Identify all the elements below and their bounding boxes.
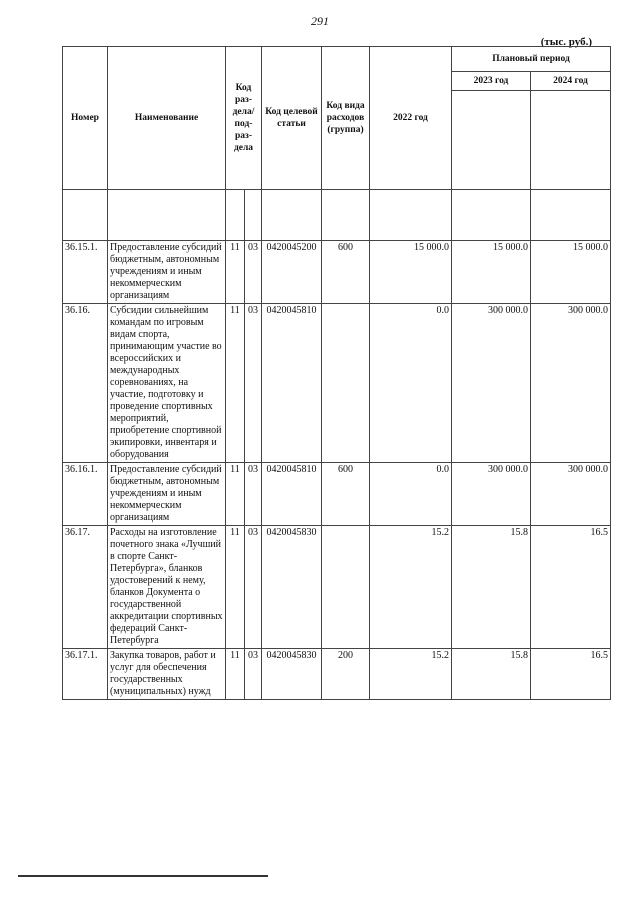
- row-razdel: 11: [226, 463, 245, 526]
- row-2023: 15.8: [452, 526, 531, 649]
- row-podrazdel: 03: [245, 241, 262, 304]
- row-expense-type: [322, 526, 370, 649]
- row-2024: 15 000.0: [531, 241, 611, 304]
- header-planned-period: Плановый период: [452, 47, 611, 72]
- row-2024: 16.5: [531, 649, 611, 700]
- row-2022: 15.2: [370, 526, 452, 649]
- row-podrazdel: 03: [245, 304, 262, 463]
- units-label: (тыс. руб.): [540, 36, 592, 48]
- header-row: [63, 47, 611, 72]
- row-name: Предоставление субсидий бюджетным, автономным учреждениям и иным некоммерческим организациям: [108, 241, 226, 304]
- row-expense-type: 600: [322, 463, 370, 526]
- row-razdel: 11: [226, 304, 245, 463]
- header-2023-spacer: [452, 91, 531, 190]
- header-section: Код раз-дела/ под-раз-дела: [226, 47, 262, 190]
- row-razdel: 11: [226, 241, 245, 304]
- table-row: [63, 241, 611, 304]
- row-expense-type: [322, 304, 370, 463]
- row-2023: 15 000.0: [452, 241, 531, 304]
- row-target: 0420045830: [262, 649, 322, 700]
- row-expense-type: 600: [322, 241, 370, 304]
- row-target: 0420045810: [262, 304, 322, 463]
- row-2022: 15.2: [370, 649, 452, 700]
- header-2024: 2024 год: [531, 72, 611, 91]
- row-number: 36.16.1.: [63, 463, 108, 526]
- row-2024: 16.5: [531, 526, 611, 649]
- row-expense-type: 200: [322, 649, 370, 700]
- footer-divider: [18, 875, 268, 877]
- row-2024: 300 000.0: [531, 304, 611, 463]
- row-number: 36.17.1.: [63, 649, 108, 700]
- row-2023: 15.8: [452, 649, 531, 700]
- table-row: [63, 649, 611, 700]
- row-2023: 300 000.0: [452, 304, 531, 463]
- table-row: [63, 463, 611, 526]
- table-row: [63, 304, 611, 463]
- row-podrazdel: 03: [245, 526, 262, 649]
- header-2024-spacer: [531, 91, 611, 190]
- row-podrazdel: 03: [245, 463, 262, 526]
- row-target: 0420045810: [262, 463, 322, 526]
- row-name: Предоставление субсидий бюджетным, автономным учреждениям и иным некоммерческим организациям: [108, 463, 226, 526]
- row-name: Закупка товаров, работ и услуг для обеспечения государственных (муниципальных) нужд: [108, 649, 226, 700]
- row-2022: 0.0: [370, 304, 452, 463]
- row-number: 36.15.1.: [63, 241, 108, 304]
- header-target: Код целевой статьи: [262, 47, 322, 190]
- row-2022: 15 000.0: [370, 241, 452, 304]
- row-number: 36.17.: [63, 526, 108, 649]
- header-expense-type: Код вида расходов (группа): [322, 47, 370, 190]
- table-row: [63, 526, 611, 649]
- row-2024: 300 000.0: [531, 463, 611, 526]
- header-2022: 2022 год: [370, 47, 452, 190]
- header-name: Наименование: [108, 47, 226, 190]
- header-number: Номер: [63, 47, 108, 190]
- row-number: 36.16.: [63, 304, 108, 463]
- row-target: 0420045830: [262, 526, 322, 649]
- row-2023: 300 000.0: [452, 463, 531, 526]
- header-2023: 2023 год: [452, 72, 531, 91]
- row-podrazdel: 03: [245, 649, 262, 700]
- row-razdel: 11: [226, 649, 245, 700]
- page-number: 291: [311, 14, 329, 28]
- spacer-row: [63, 190, 611, 241]
- row-name: Субсидии сильнейшим командам по игровым видам спорта, принимающим участие во всероссийских и международных соревнованиях, на участие, подготовку и проведение спортивных мероприятий, приобретение спортивной экипировки, инвентаря и оборудования: [108, 304, 226, 463]
- row-name: Расходы на изготовление почетного знака «Лучший в спорте Санкт-Петербурга», бланков удостоверений к нему, бланков Документа о государственной аккредитации спортивных федераций Санкт-Петербурга: [108, 526, 226, 649]
- row-razdel: 11: [226, 526, 245, 649]
- row-2022: 0.0: [370, 463, 452, 526]
- row-target: 0420045200: [262, 241, 322, 304]
- budget-table: [62, 46, 611, 700]
